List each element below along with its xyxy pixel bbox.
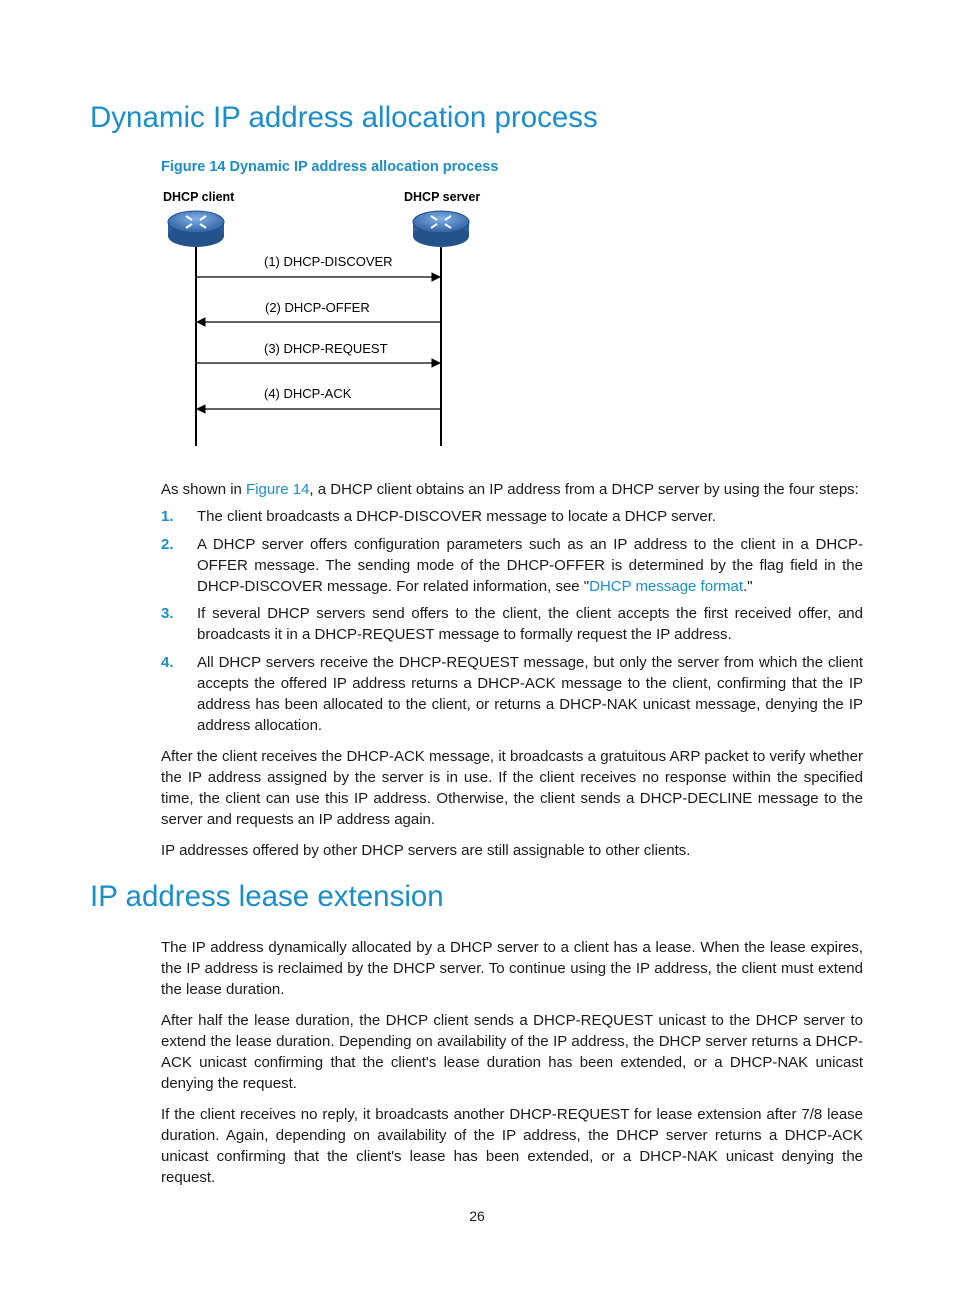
paragraph: After the client receives the DHCP-ACK message, it broadcasts a gratuitous ARP packet to verify whether the IP address assigned by the server is in use. If the client receives no response within the specified time, the client can use this IP address. Otherwise, the client sends a DHCP-DECLINE message to the server and requests an IP address again.	[161, 748, 863, 828]
step-text: If several DHCP servers send offers to the client, the client accepts the first received offer, and broadcasts it in a DHCP-REQUEST message to formally request the IP address.	[197, 605, 863, 643]
step-text: A DHCP server offers configuration parameters such as an IP address to the client in a DHCP-OFFER message. The sending mode of the DHCP-OFFER is determined by the flag field in the DHCP-DISCOVER message. For related information, see "DHCP message format."	[197, 536, 863, 595]
list-item	[161, 603, 863, 645]
server-label: DHCP server	[404, 190, 481, 204]
step-text: All DHCP servers receive the DHCP-REQUEST message, but only the server from which the client accepts the offered IP address returns a DHCP-ACK message to the client, confirming that the IP address has been allocated to the client, or returns a DHCP-NAK unicast message, denying the IP address allocation.	[197, 654, 863, 734]
paragraph: After half the lease duration, the DHCP client sends a DHCP-REQUEST unicast to the DHCP server to extend the lease duration. Depending on availability of the IP address, the DHCP server returns a DHCP-ACK unicast confirming that the client's lease duration has been extended, or a DHCP-NAK unicast denying the request.	[161, 1012, 863, 1092]
router-icon	[413, 211, 469, 247]
section-title-lease-extension: IP address lease extension	[90, 880, 444, 913]
client-label: DHCP client	[163, 190, 235, 204]
router-icon	[168, 211, 224, 247]
message-label: (4) DHCP-ACK	[264, 386, 352, 401]
step-number: 2.	[161, 536, 174, 553]
message-label: (1) DHCP-DISCOVER	[264, 254, 393, 269]
step-number: 1.	[161, 508, 174, 525]
step-number: 4.	[161, 654, 174, 671]
dhcp-message-format-link[interactable]: DHCP message format	[589, 578, 744, 595]
paragraph: If the client receives no reply, it broadcasts another DHCP-REQUEST for lease extension after 7/8 lease duration. Again, depending on availability of the IP address, the DHCP server returns a DHCP-ACK unicast confirming that the client's lease has been extended, or a DHCP-NAK unicast denying the request.	[161, 1106, 863, 1186]
list-item	[161, 534, 863, 597]
intro-paragraph: As shown in Figure 14, a DHCP client obtains an IP address from a DHCP server by using the four steps:	[161, 481, 859, 498]
figure-caption: Figure 14 Dynamic IP address allocation process	[161, 159, 499, 175]
step-number: 3.	[161, 605, 174, 622]
page-number: 26	[469, 1208, 485, 1224]
list-item	[161, 652, 863, 736]
step-text: The client broadcasts a DHCP-DISCOVER message to locate a DHCP server.	[197, 508, 717, 525]
message-label: (2) DHCP-OFFER	[265, 300, 370, 315]
section-title-dynamic-allocation: Dynamic IP address allocation process	[90, 101, 598, 134]
list-item	[161, 506, 863, 527]
figure-link[interactable]: Figure 14	[246, 481, 310, 498]
paragraph: The IP address dynamically allocated by a DHCP server to a client has a lease. When the lease expires, the IP address is reclaimed by the DHCP server. To continue using the IP address, the client must extend the lease duration.	[161, 939, 863, 998]
message-label: (3) DHCP-REQUEST	[264, 341, 388, 356]
paragraph: IP addresses offered by other DHCP servers are still assignable to other clients.	[161, 842, 691, 859]
